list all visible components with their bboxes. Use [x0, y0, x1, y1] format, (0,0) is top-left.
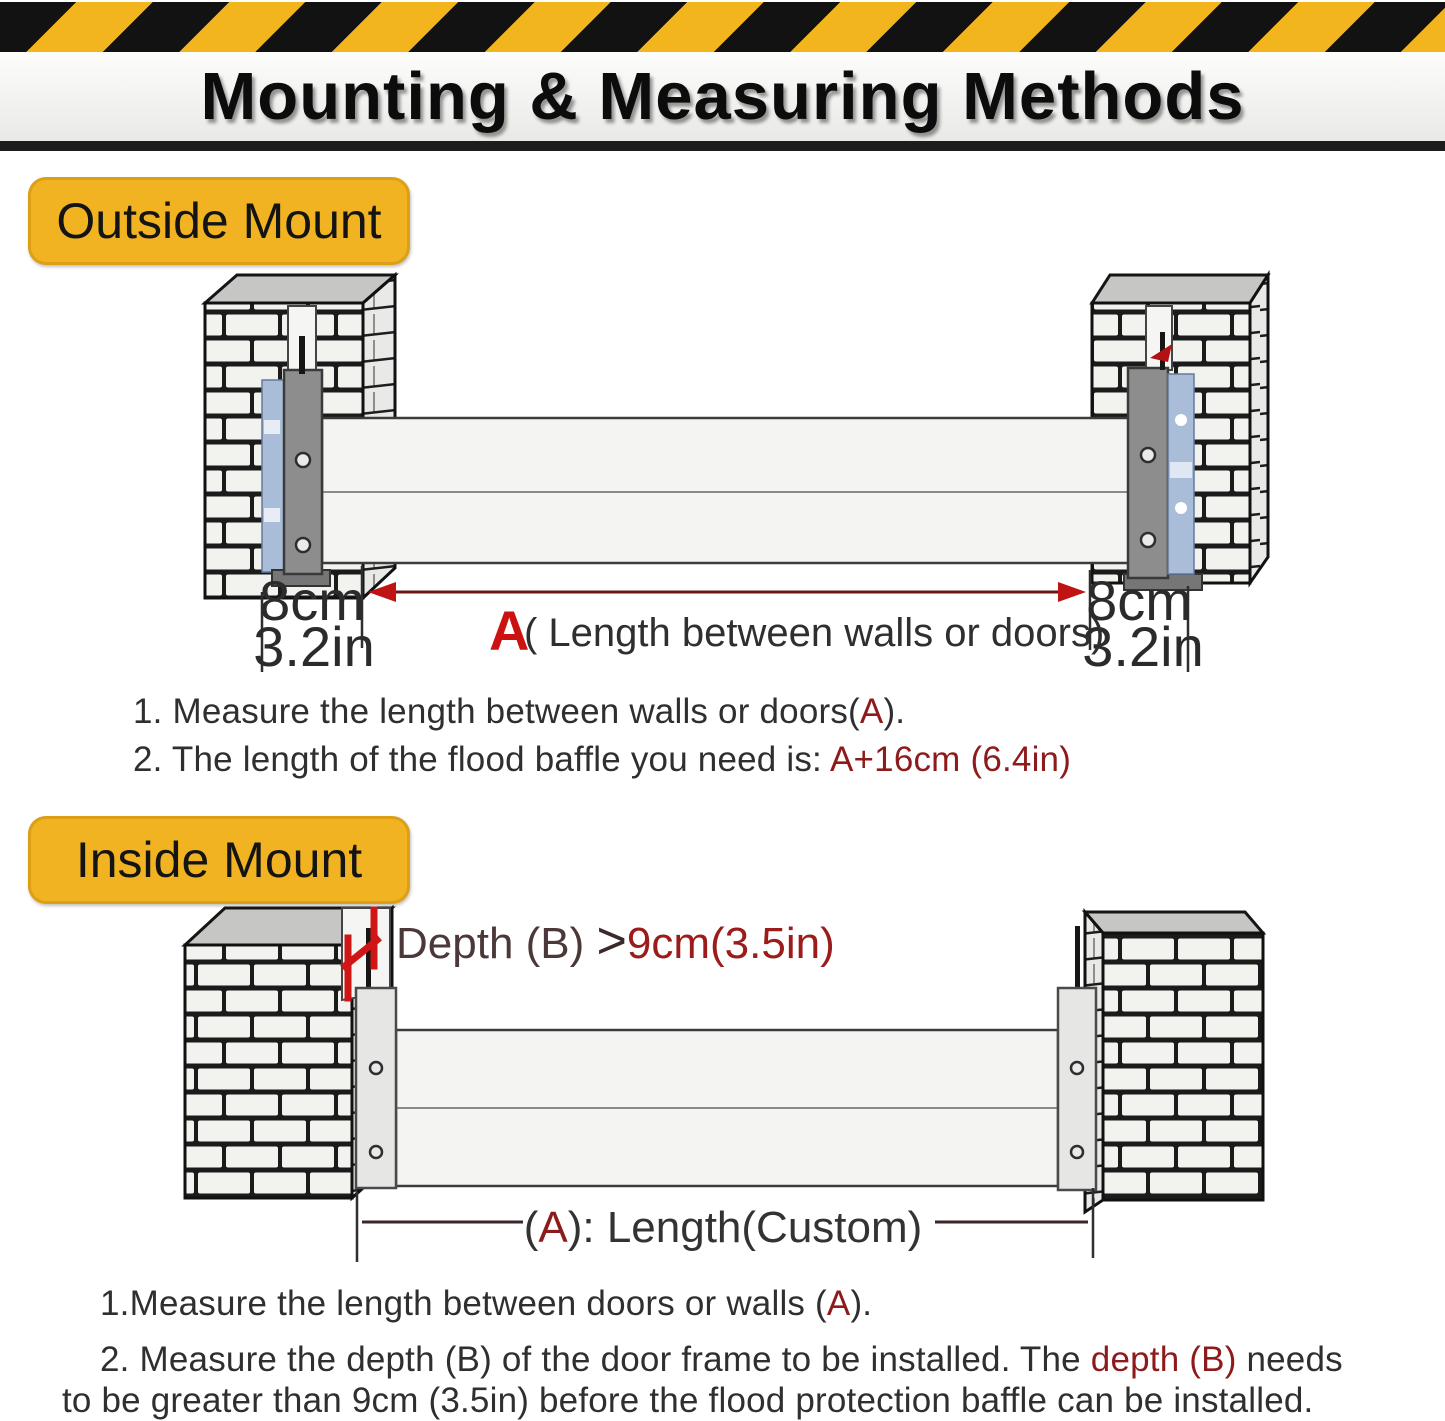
left-offset-cm: 8cm [259, 569, 365, 632]
inside-step-2: 2. Measure the depth (B) of the door frame to be installed. The depth (B) needs [100, 1340, 1343, 1379]
section-label-outside-mount: Outside Mount [28, 177, 410, 265]
outside-step-1: 1. Measure the length between walls or doors(A). [133, 692, 906, 731]
inside-step-1: 1.Measure the length between doors or walls (A). [100, 1284, 873, 1323]
outside-flood-barrier-panel [322, 418, 1132, 563]
title-band [0, 52, 1445, 141]
dimension-a-label: A [489, 599, 530, 662]
length-annotation: (A): Length(Custom) [523, 1203, 923, 1252]
inside-flood-barrier-panel [396, 1030, 1058, 1186]
dimension-a-caption: ( Length between walls or doors) [524, 611, 1105, 655]
diagram-inside-mount [0, 895, 1445, 1270]
page-title: Mounting & Measuring Methods [200, 59, 1245, 134]
diagram-outside-mount [0, 255, 1445, 680]
right-offset-cm: 8cm [1086, 569, 1192, 632]
section-label-inside-mount: Inside Mount [28, 816, 410, 904]
left-offset-in: 3.2in [253, 615, 375, 678]
outside-dimension-annotations [253, 566, 1203, 678]
inside-right-wall-pillar [1085, 912, 1263, 1212]
inside-dimension-annotations [357, 1188, 1093, 1262]
outside-step-2: 2. The length of the flood baffle you need is: A+16cm (6.4in) [133, 740, 1072, 779]
hazard-stripe-banner [0, 2, 1445, 52]
right-offset-in: 3.2in [1082, 615, 1204, 678]
title-underline-bar [0, 141, 1445, 151]
depth-annotation: Depth (B) >9cm(3.5in) [396, 912, 835, 970]
inside-step-2-continued: to be greater than 9cm (3.5in) before the flood protection baffle can be installed. [62, 1381, 1314, 1420]
